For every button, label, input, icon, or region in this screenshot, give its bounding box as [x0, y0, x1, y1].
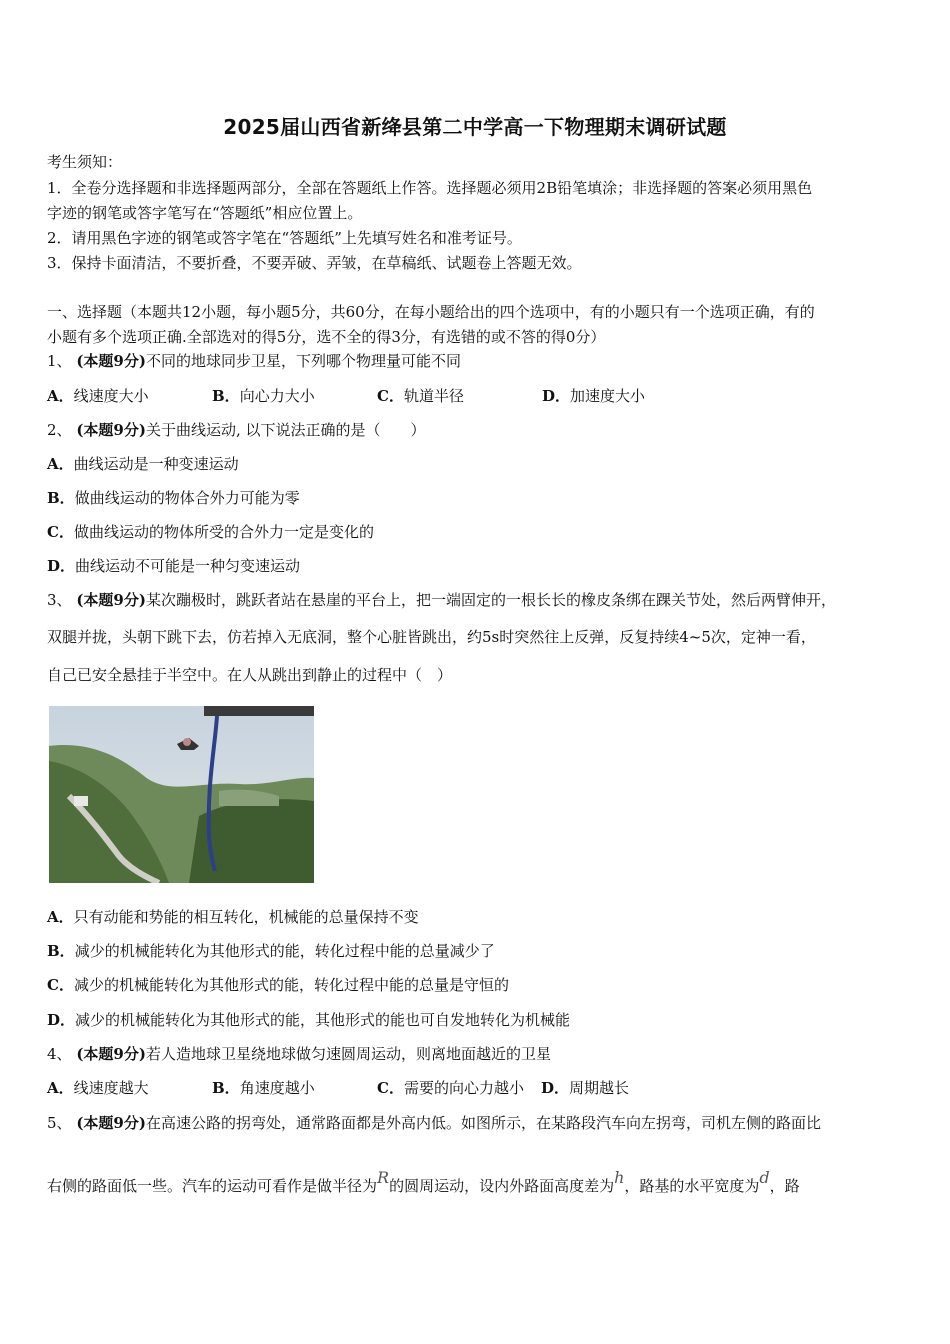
bungee-jump-photo [49, 706, 314, 883]
question-text: 某次蹦极时，跳跃者站在悬崖的平台上，把一端固定的一根长长的橡皮条绑在踝关节处，然后两臂伸开， [145, 591, 836, 609]
question-number: 4、 [47, 1045, 72, 1063]
notice-heading: 考生须知： [47, 153, 123, 171]
question-number: 5、 [47, 1114, 72, 1132]
question-text: 不同的地球同步卫星，下列哪个物理量可能不同 [145, 352, 461, 370]
question-4-stem [47, 1044, 907, 1064]
section-heading-line1: 一、选择题（本题共12小题，每小题5分，共60分，在每小题给出的四个选项中，有的小题只有一个选项正确，有的 [47, 303, 815, 321]
variable-r: R [377, 1168, 390, 1187]
question-number: 3、 [47, 591, 72, 609]
question-text: 关于曲线运动, 以下说法正确的是（ ） [145, 421, 426, 439]
option-c[interactable]: C．轨道半径 [377, 387, 464, 405]
notice-item: 字迹的钢笔或答字笔写在“答题纸”相应位置上。 [47, 204, 363, 222]
question-number: 2、 [47, 421, 72, 439]
option-a[interactable]: A．线速度大小 [47, 387, 149, 405]
option-d[interactable]: D．周期越长 [541, 1079, 630, 1097]
question-score: (本题9分) [76, 352, 146, 370]
question-score: (本题9分) [76, 591, 146, 609]
option-b[interactable]: B．减少的机械能转化为其他形式的能，转化过程中能的总量减少了 [47, 942, 495, 960]
question-3-stem [47, 590, 907, 610]
option-a[interactable]: A．线速度越大 [47, 1079, 149, 1097]
question-text: 在高速公路的拐弯处，通常路面都是外高内低。如图所示，在某路段汽车向左拐弯，司机左侧的路面比 [145, 1114, 821, 1132]
notice-item: 1．全卷分选择题和非选择题两部分，全部在答题纸上作答。选择题必须用2B铅笔填涂；非选择题的答案必须用黑色 [47, 179, 813, 197]
question-number: 1、 [47, 352, 72, 370]
option-a[interactable]: A．曲线运动是一种变速运动 [47, 455, 239, 473]
variable-h: h [614, 1168, 625, 1187]
option-d[interactable]: D．加速度大小 [542, 387, 646, 405]
question-score: (本题9分) [76, 1045, 146, 1063]
option-b[interactable]: B．做曲线运动的物体合外力可能为零 [47, 489, 300, 507]
option-c[interactable]: C．减少的机械能转化为其他形式的能，转化过程中能的总量是守恒的 [47, 976, 509, 994]
question-1-stem [47, 351, 907, 371]
notice-item: 2．请用黑色字迹的钢笔或答字笔在“答题纸”上先填写姓名和准考证号。 [47, 229, 522, 247]
option-d[interactable]: D．曲线运动不可能是一种匀变速运动 [47, 557, 301, 575]
question-5-text-line2: 右侧的路面低一些。汽车的运动可看作是做半径为R的圆周运动，设内外路面高度差为h，路基的水平宽度为d，路 [47, 1168, 800, 1195]
question-3-text-line2: 双腿并拢，头朝下跳下去，仿若掉入无底洞，整个心脏皆跳出，约5s时突然往上反弹，反复持续4~5次，定神一看， [47, 628, 816, 646]
notice-item: 3．保持卡面清洁，不要折叠，不要弄破、弄皱，在草稿纸、试题卷上答题无效。 [47, 254, 582, 272]
option-d[interactable]: D．减少的机械能转化为其他形式的能，其他形式的能也可自发地转化为机械能 [47, 1011, 571, 1029]
option-a[interactable]: A．只有动能和势能的相互转化，机械能的总量保持不变 [47, 908, 419, 926]
question-5-stem [47, 1113, 907, 1133]
option-b[interactable]: B．角速度越小 [212, 1079, 315, 1097]
question-text: 若人造地球卫星绕地球做匀速圆周运动，则离地面越近的卫星 [145, 1045, 551, 1063]
option-b[interactable]: B．向心力大小 [212, 387, 315, 405]
option-c[interactable]: C．需要的向心力越小 [377, 1079, 524, 1097]
question-2-stem [47, 420, 907, 440]
question-score: (本题9分) [76, 1114, 146, 1132]
question-score: (本题9分) [76, 421, 146, 439]
variable-d: d [759, 1168, 770, 1187]
option-c[interactable]: C．做曲线运动的物体所受的合外力一定是变化的 [47, 523, 374, 541]
page-title: 2025届山西省新绛县第二中学高一下物理期末调研试题 [223, 115, 727, 139]
section-heading-line2: 小题有多个选项正确.全部选对的得5分，选不全的得3分，有选错的或不答的得0分） [47, 328, 606, 346]
question-3-text-line3: 自己已安全悬挂于半空中。在人从跳出到静止的过程中（ ） [47, 666, 453, 684]
